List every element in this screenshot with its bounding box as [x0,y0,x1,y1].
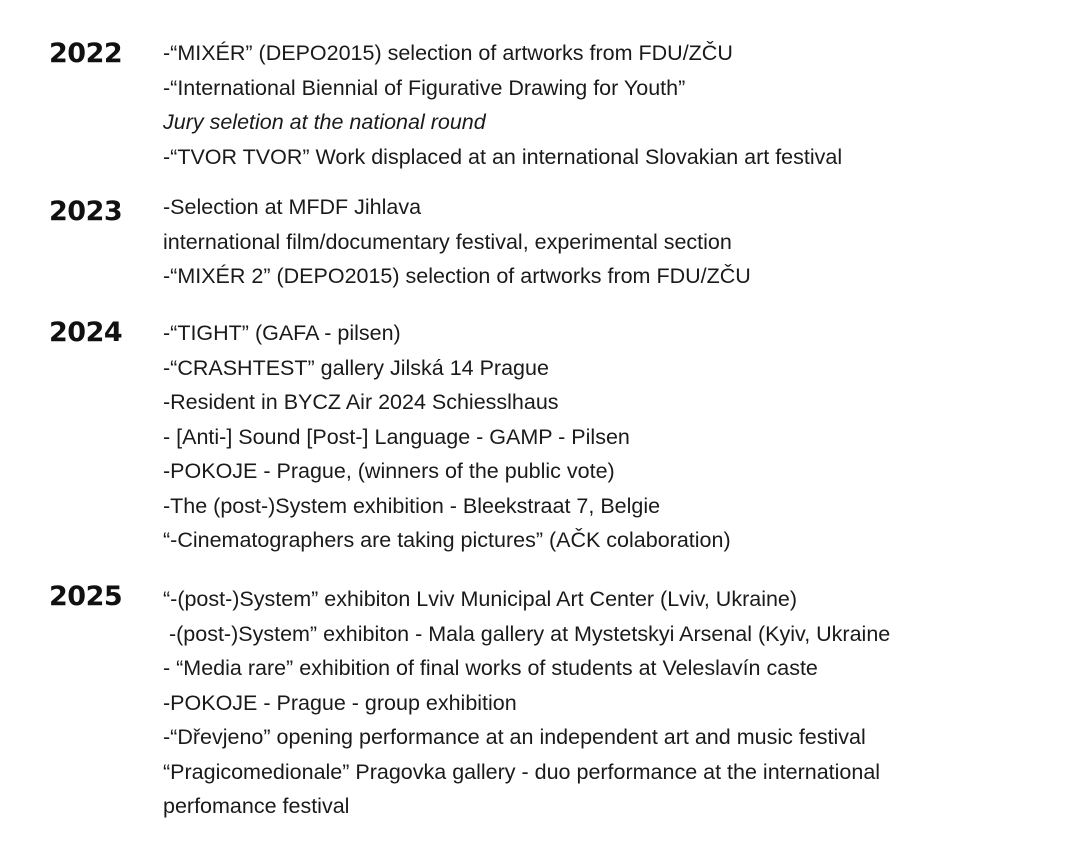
year-2023-heading: 2023 [49,196,123,227]
list-item: -POKOJE - Prague, (winners of the public vote) [163,459,615,483]
year-2025-entries [163,582,890,824]
list-item: -(post-)System” exhibiton - Mala gallery at Mystetskyi Arsenal (Kyiv, Ukraine [163,621,891,646]
list-item: -“TIGHT” (GAFA - pilsen) [163,321,401,345]
list-item: - “Media rare” exhibition of final works of students at Veleslavín caste [163,656,818,680]
list-item: perfomance festival [163,794,350,818]
list-item: -Resident in BYCZ Air 2024 Schiesslhaus [163,390,559,414]
list-item: -“CRASHTEST” gallery Jilská 14 Prague [163,355,549,380]
list-item: “-Cinematographers are taking pictures” (AČK colaboration) [163,528,731,552]
list-item: -Selection at MFDF Jihlava [163,195,422,219]
list-item: -POKOJE - Prague - group exhibition [163,690,517,715]
list-item: -The (post-)System exhibition - Bleekstraat 7, Belgie [163,493,661,518]
list-item: -“TVOR TVOR” Work displaced at an international Slovakian art festival [163,144,843,169]
list-item: -“International Biennial of Figurative Drawing for Youth” [163,75,686,100]
list-item: -“MIXÉR 2” (DEPO2015) selection of artworks from FDU/ZČU [163,264,751,288]
year-2024-heading: 2024 [49,317,123,348]
list-item: international film/documentary festival, experimental section [163,229,732,254]
year-2022-entries [163,36,842,174]
list-item: “Pragicomedionale” Pragovka gallery - duo performance at the international [163,759,881,784]
year-2025-heading: 2025 [49,581,123,612]
year-2023-entries [163,190,751,294]
list-item: - [Anti-] Sound [Post-] Language - GAMP - Pilsen [163,424,630,449]
year-2022-heading: 2022 [49,38,123,69]
list-item: “-(post-)System” exhibiton Lviv Municipal Art Center (Lviv, Ukraine) [163,587,798,611]
list-item: Jury seletion at the national round [163,110,486,134]
list-item: -“Dřevjeno” opening performance at an independent art and music festival [163,725,866,749]
year-2024-entries [163,316,731,558]
list-item: -“MIXÉR” (DEPO2015) selection of artworks from FDU/ZČU [163,41,733,65]
